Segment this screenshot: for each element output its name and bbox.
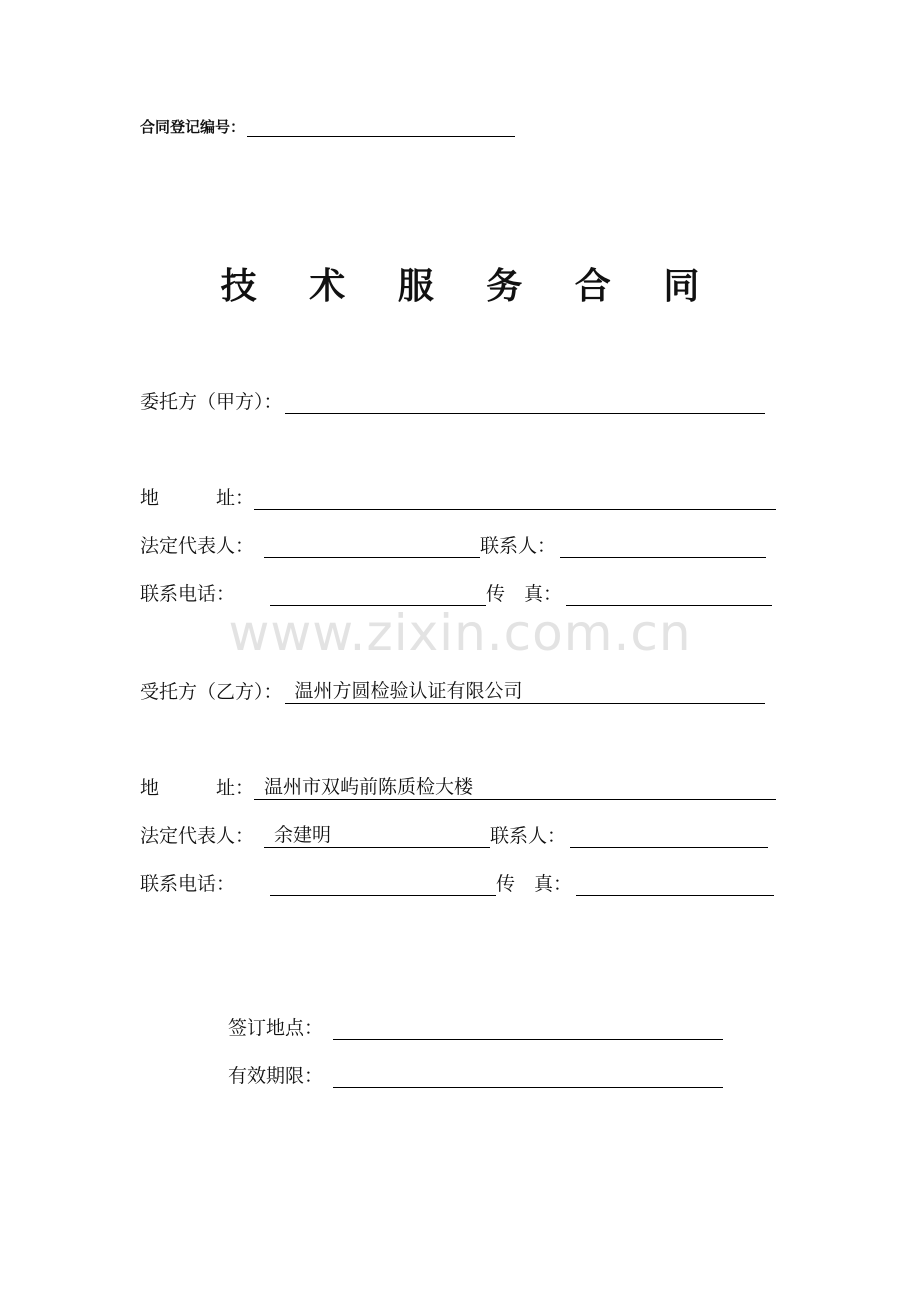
party-a-fax-field[interactable] xyxy=(566,580,772,606)
party-a-name-field[interactable] xyxy=(285,388,765,414)
party-b-name-field[interactable]: 温州方圆检验认证有限公司 xyxy=(285,678,765,704)
signing-place-label: 签订地点： xyxy=(228,1017,324,1039)
party-a-address-row xyxy=(140,482,776,510)
party-a-legal-rep-label: 法定代表人： xyxy=(140,535,255,557)
party-b-address-field[interactable]: 温州市双屿前陈质检大楼 xyxy=(254,774,776,800)
validity-row xyxy=(228,1060,723,1088)
party-a-address-label: 地 址： xyxy=(140,487,255,509)
party-b-label: 受托方（乙方）： xyxy=(140,681,283,703)
party-a-legal-rep-field[interactable] xyxy=(264,532,480,558)
registration-label: 合同登记编号： xyxy=(140,118,246,136)
party-b-contact-label: 联系人： xyxy=(490,825,567,847)
document-title: 技 术 服 务 合 同 xyxy=(220,266,720,307)
party-b-fax-field[interactable] xyxy=(576,870,774,896)
party-b-row xyxy=(140,676,765,704)
party-a-phone-label: 联系电话： xyxy=(140,583,236,605)
party-a-contact-field[interactable] xyxy=(560,532,766,558)
party-b-address-label: 地 址： xyxy=(140,777,255,799)
party-b-rep-row xyxy=(140,820,768,848)
party-b-legal-rep-label: 法定代表人： xyxy=(140,825,255,847)
validity-field[interactable] xyxy=(333,1062,723,1088)
party-b-phone-row xyxy=(140,868,774,896)
registration-number xyxy=(140,116,515,137)
party-b-legal-rep-field[interactable]: 余建明 xyxy=(264,822,490,848)
party-b-fax-label: 传 真： xyxy=(496,873,573,895)
signing-place-field[interactable] xyxy=(333,1014,723,1040)
party-a-label: 委托方（甲方）： xyxy=(140,391,283,413)
party-a-row xyxy=(140,386,765,414)
party-b-address-row xyxy=(140,772,776,800)
validity-label: 有效期限： xyxy=(228,1065,324,1087)
party-a-phone-row xyxy=(140,578,772,606)
party-a-phone-field[interactable] xyxy=(270,580,486,606)
registration-number-field[interactable] xyxy=(247,120,515,137)
party-b-phone-field[interactable] xyxy=(270,870,496,896)
party-a-rep-row xyxy=(140,530,766,558)
party-b-contact-field[interactable] xyxy=(570,822,768,848)
party-a-contact-label: 联系人： xyxy=(480,535,557,557)
party-a-fax-label: 传 真： xyxy=(486,583,563,605)
watermark: www.zixin.com.cn xyxy=(228,604,692,662)
party-a-address-field[interactable] xyxy=(254,484,776,510)
party-b-phone-label: 联系电话： xyxy=(140,873,236,895)
signing-place-row xyxy=(228,1012,723,1040)
